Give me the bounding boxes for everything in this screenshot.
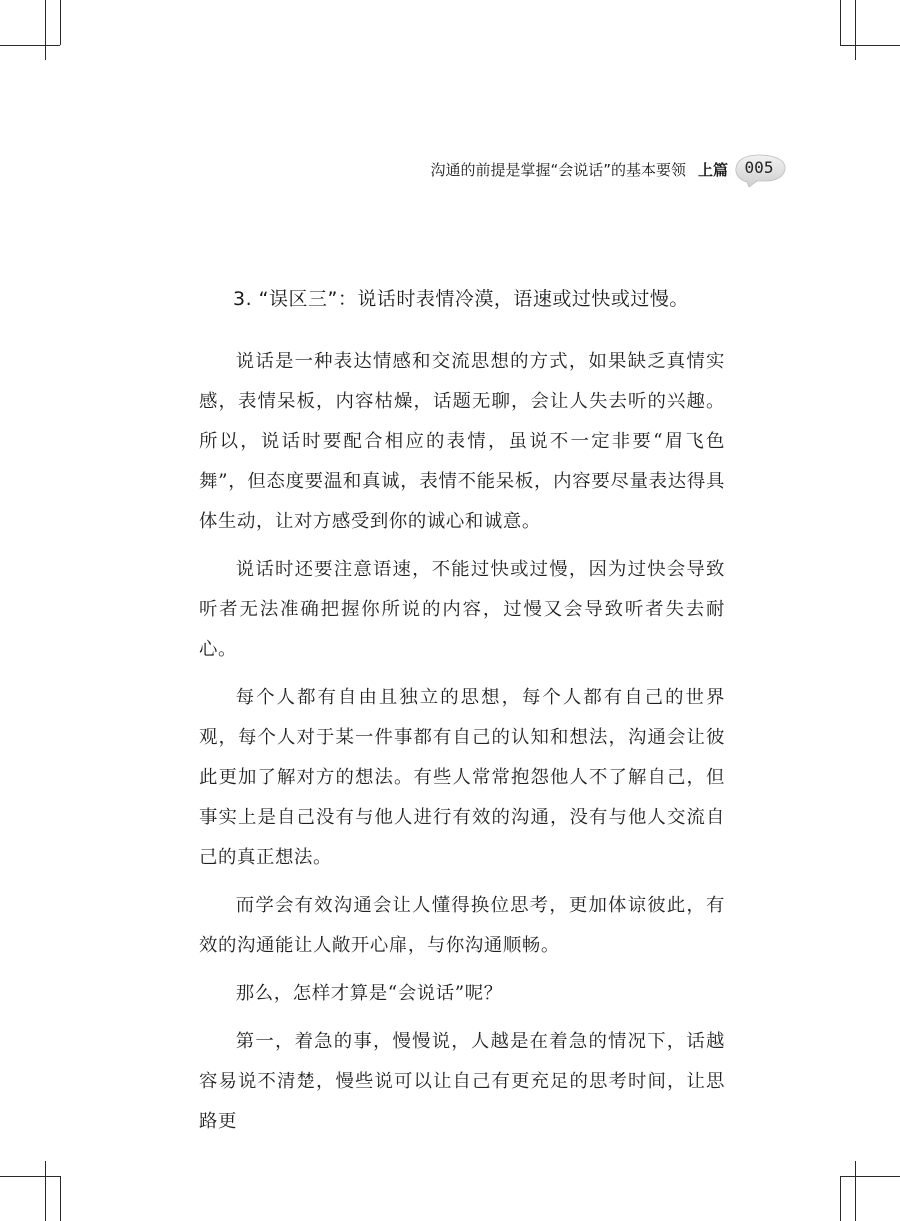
page-number: 005 — [744, 158, 774, 177]
page-number-badge — [733, 152, 795, 188]
part-label: 上篇 — [697, 160, 728, 179]
crop-mark-bottom-left-v — [60, 1176, 61, 1221]
crop-mark-bottom-right-v — [840, 1176, 841, 1221]
crop-mark-top-right-v2 — [855, 0, 856, 60]
paragraph: 而学会有效沟通会让人懂得换位思考，更加体谅彼此，有效的沟通能让人敞开心扉，与你沟通顺畅。 — [199, 895, 725, 956]
chapter-title: 沟通的前提是掌握“会说话”的基本要领 — [430, 160, 686, 179]
crop-mark-top-left-v2 — [45, 0, 46, 60]
body-text — [199, 342, 725, 1150]
crop-mark-bottom-right-h — [840, 1176, 900, 1177]
crop-mark-top-left-h — [0, 45, 60, 46]
paragraph: 说话是一种表达情感和交流思想的方式，如果缺乏真情实感，表情呆板，内容枯燥，话题无聊，会让人失去听的兴趣。所以，说话时要配合相应的表情，虽说不一定非要“眉飞色舞”，但态度要温和真诚，表情不能呆板，内容要尽量表达得具体生动，让对方感受到你的诚心和诚意。 — [199, 351, 725, 532]
crop-mark-bottom-left-v2 — [45, 1161, 46, 1221]
paragraph: 那么，怎样才算是“会说话”呢？ — [235, 983, 503, 1004]
crop-mark-top-right-v — [840, 0, 841, 45]
paragraph: 说话时还要注意语速，不能过快或过慢，因为过快会导致听者无法准确把握你所说的内容，过慢又会导致听者失去耐心。 — [199, 559, 725, 660]
crop-mark-top-left-v — [60, 0, 61, 45]
crop-mark-top-right-h — [840, 45, 900, 46]
crop-mark-bottom-left-h — [0, 1176, 60, 1177]
crop-mark-bottom-right-v2 — [855, 1161, 856, 1221]
section-heading: 3. “误区三”：说话时表情冷漠，语速或过快或过慢。 — [233, 288, 689, 310]
paragraph: 第一，着急的事，慢慢说，人越是在着急的情况下，话越容易说不清楚，慢些说可以让自己有更充足的思考时间，让思路更 — [199, 1031, 725, 1132]
running-header — [430, 154, 728, 184]
paragraph: 每个人都有自由且独立的思想，每个人都有自己的世界观，每个人对于某一件事都有自己的认知和想法，沟通会让彼此更加了解对方的想法。有些人常常抱怨他人不了解自己，但事实上是自己没有与他人进行有效的沟通，没有与他人交流自己的真正想法。 — [199, 687, 725, 868]
